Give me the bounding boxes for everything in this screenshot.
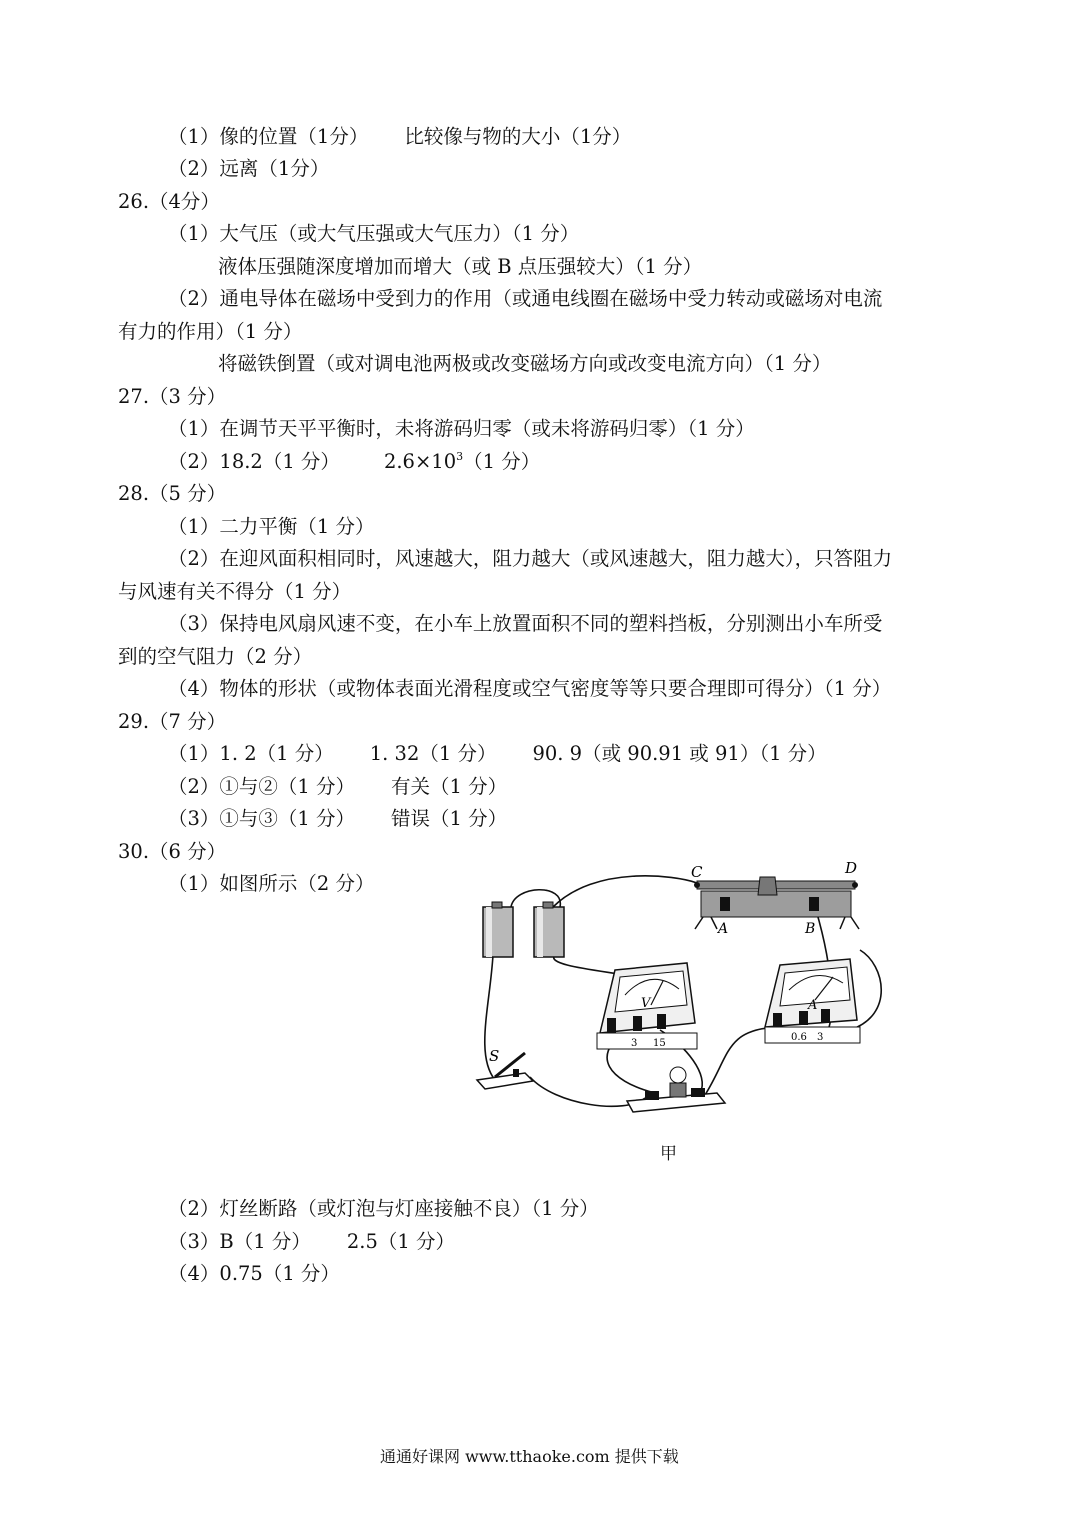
answer-line [168,1229,455,1255]
answer-line: 将磁铁倒置（或对调电池两极或改变磁场方向或改变电流方向）（1 分） [218,352,832,375]
question-number: 26.（4分） [118,190,220,213]
battery-highlight [537,907,543,957]
answer-line: （1）如图所示（2 分） [168,872,375,895]
answer-line [168,774,507,800]
voltmeter-base [597,1033,697,1049]
label-d: D [845,859,858,877]
answer-text: （2）18.2（1 分） [168,450,340,473]
answer-line: （1）在调节天平平衡时，未将游码归零（或未将游码归零）（1 分） [168,417,755,440]
answer-line: （2）远离（1分） [168,157,330,180]
question-number: 30.（6 分） [118,840,227,863]
voltmeter-terminal [607,1018,616,1033]
answer-text: 1. 32（1 分） [369,742,497,765]
answer-text: （2）①与②（1 分） [168,775,356,798]
answer-line: （2）通电导体在磁场中受到力的作用（或通电线圈在磁场中受力转动或磁场对电流 [168,287,883,310]
voltmeter-face [615,971,687,1012]
answer-line: 到的空气阻力（2 分） [118,645,313,668]
answer-text: 有关（1 分） [391,775,508,798]
answer-line: （1）二力平衡（1 分） [168,515,375,538]
answer-text: 2.5（1 分） [346,1230,455,1253]
answer-text: （3）B（1 分） [168,1230,311,1253]
ammeter-terminal-label: 3 [817,1032,824,1043]
ammeter [765,959,860,1043]
switch-base [477,1073,533,1089]
question-number: 29.（7 分） [118,710,227,733]
circuit-figure [455,855,895,1130]
question-number: 27.（3 分） [118,385,227,408]
answer-line: （2）灯丝断路（或灯泡与灯座接触不良）（1 分） [168,1197,599,1220]
battery-pack [483,902,564,957]
answer-line: 与风速有关不得分（1 分） [118,580,352,603]
answer-text: （1）1. 2（1 分） [168,742,334,765]
figure-caption: 甲 [660,1144,677,1164]
question-number: 28.（5 分） [118,482,227,505]
voltmeter-terminal-label: 15 [653,1038,666,1049]
ammeter-terminal-label: 0.6 [791,1032,807,1043]
rheostat [691,859,859,937]
voltmeter-terminal [657,1014,666,1029]
exponent: 3 [456,450,464,463]
answer-line: 有力的作用）（1 分） [118,320,303,343]
battery-terminal [492,902,502,908]
answer-text: 2.6×10 [383,450,457,473]
ammeter-symbol: A [808,998,818,1013]
voltmeter-terminal [633,1016,642,1031]
terminal-b [809,897,819,911]
voltmeter [597,963,697,1049]
answer-text: （3）①与③（1 分） [168,807,356,830]
answer-text: （1）像的位置（1分） [168,125,369,148]
battery-highlight [486,907,492,957]
lamp-terminal [645,1091,659,1100]
lamp-bulb [670,1067,686,1083]
answer-line: （4）0.75（1 分） [168,1262,340,1285]
lamp-socket [670,1083,686,1097]
answer-text: 比较像与物的大小（1分） [404,125,632,148]
answer-text: 90. 9（或 90.91 或 91）（1 分） [532,742,827,765]
answer-text: （1 分） [463,450,541,473]
label-c: C [691,863,703,881]
lamp-terminal [691,1088,705,1097]
battery-terminal [543,902,553,908]
answer-line [168,124,631,150]
answer-line: （1）大气压（或大气压强或大气压力）（1 分） [168,222,580,245]
answer-line [168,449,540,475]
answer-line: （2）在迎风面积相同时，风速越大，阻力越大（或风速越大，阻力越大），只答阻力 [168,547,893,570]
answer-line [168,741,827,767]
voltmeter-symbol: V [641,996,651,1011]
label-b: B [805,921,816,937]
answer-line [168,806,507,832]
answer-line: （4）物体的形状（或物体表面光滑程度或空气密度等等只要合理即可得分）（1 分） [168,677,892,700]
answer-line: 液体压强随深度增加而增大（或 B 点压强较大）（1 分） [218,255,703,278]
answer-text: 错误（1 分） [391,807,508,830]
answer-line: （3）保持电风扇风速不变，在小车上放置面积不同的塑料挡板，分别测出小车所受 [168,612,883,635]
label-a: A [718,921,729,937]
terminal-a [720,897,730,911]
ammeter-terminal [773,1013,782,1027]
wire-battery-to-c [553,876,697,907]
footer-source: 通通好课网 www.tthaoke.com 提供下载 [380,1447,679,1466]
label-s: S [489,1047,500,1065]
switch-contact [513,1069,519,1077]
ammeter-base [765,1027,860,1043]
ammeter-terminal [799,1011,808,1025]
terminal-c [694,882,700,888]
voltmeter-terminal-label: 3 [631,1038,638,1049]
terminal-d [852,882,858,888]
ammeter-terminal [821,1009,830,1023]
rheostat-slider [758,877,777,895]
